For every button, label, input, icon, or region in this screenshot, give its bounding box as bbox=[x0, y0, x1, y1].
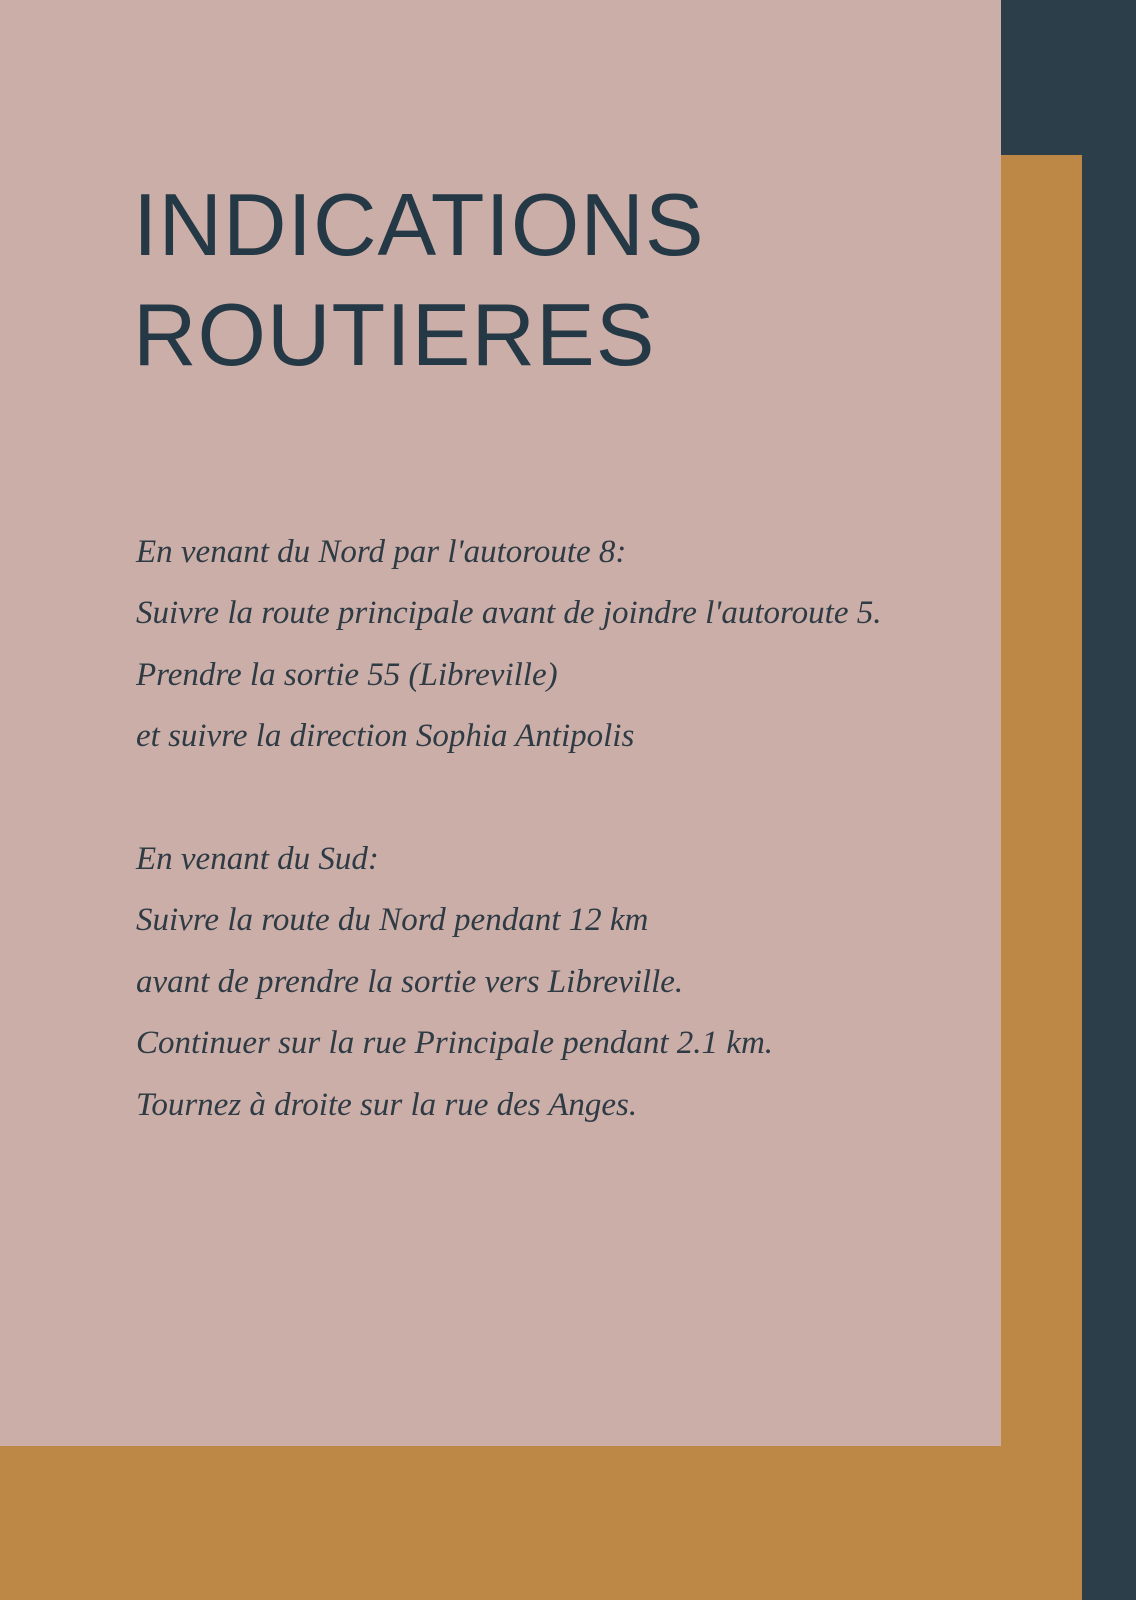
north-step-1: Suivre la route principale avant de joindre l'autoroute 5. bbox=[136, 595, 882, 632]
south-step-1: Suivre la route du Nord pendant 12 km bbox=[136, 902, 649, 939]
title-line-1: INDICATIONS bbox=[133, 175, 705, 274]
north-step-2: Prendre la sortie 55 (Libreville) bbox=[136, 656, 558, 693]
south-step-2: avant de prendre la sortie vers Libreville. bbox=[136, 963, 684, 1000]
north-step-3: et suivre la direction Sophia Antipolis bbox=[136, 718, 635, 755]
south-directions bbox=[136, 829, 956, 1136]
south-step-3: Continuer sur la rue Principale pendant 2.1 km. bbox=[136, 1025, 774, 1062]
north-directions bbox=[136, 522, 956, 768]
page-title bbox=[133, 170, 705, 390]
directions-text bbox=[136, 522, 956, 1136]
title-line-2: ROUTIERES bbox=[133, 285, 656, 384]
south-heading: En venant du Sud: bbox=[136, 841, 379, 878]
north-heading: En venant du Nord par l'autoroute 8: bbox=[136, 534, 627, 570]
south-step-4: Tournez à droite sur la rue des Anges. bbox=[136, 1086, 638, 1123]
